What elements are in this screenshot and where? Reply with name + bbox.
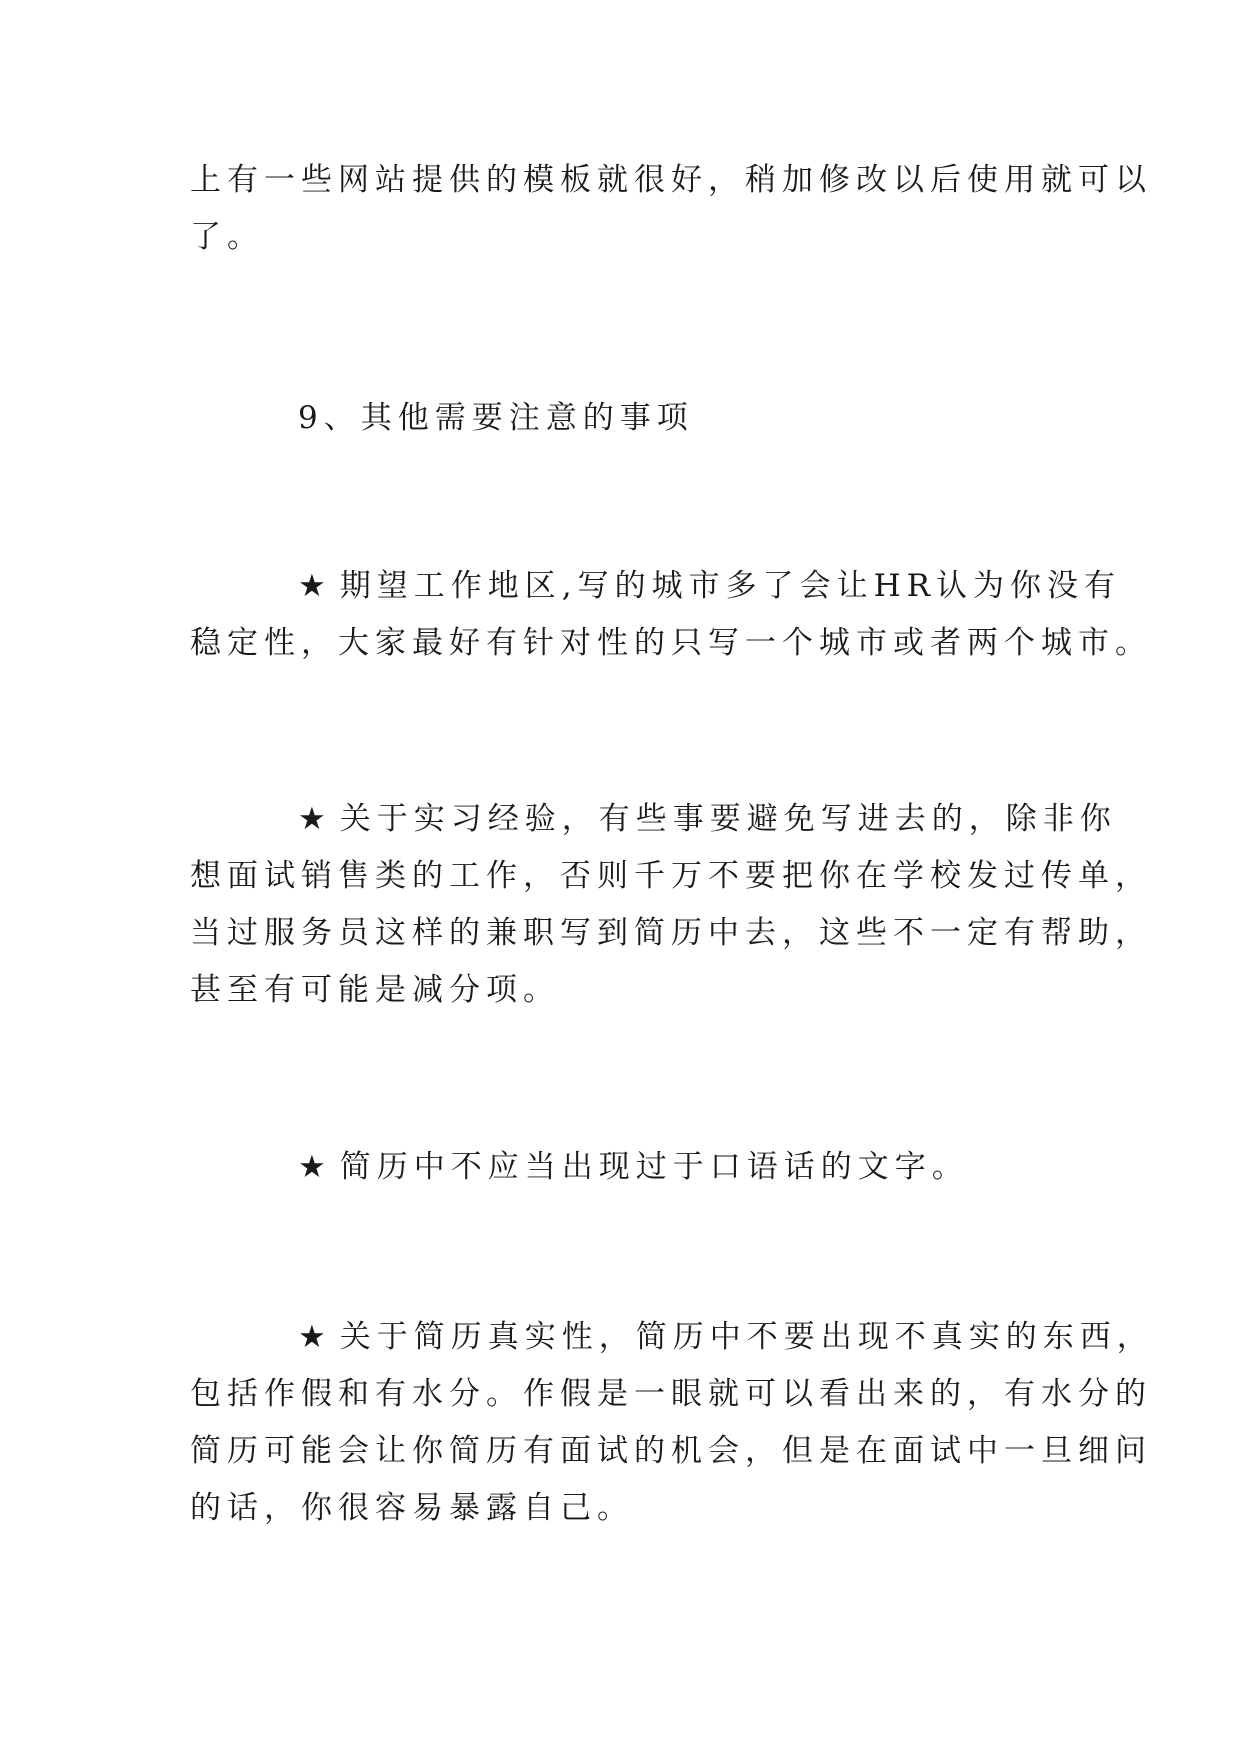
list-item-line (298, 1147, 969, 1187)
star-bullet-icon: ★ (298, 801, 326, 837)
star-bullet-icon: ★ (298, 1149, 326, 1185)
list-item-line: 简历可能会让你简历有面试的机会，但是在面试中一旦细问 (190, 1433, 1152, 1469)
section-heading: 9、其他需要注意的事项 (298, 400, 694, 436)
star-bullet-icon: ★ (298, 1319, 326, 1355)
list-item-line: 的话，你很容易暴露自己。 (190, 1490, 634, 1526)
list-item-line (298, 1317, 1154, 1357)
paragraph-line: 上有一些网站提供的模板就很好，稍加修改以后使用就可以 (190, 162, 1152, 198)
star-bullet-icon: ★ (298, 568, 326, 604)
list-item-line: 想面试销售类的工作，否则千万不要把你在学校发过传单， (190, 858, 1152, 894)
list-item-line (298, 566, 1121, 606)
list-item-line: 当过服务员这样的兼职写到简历中去，这些不一定有帮助， (190, 915, 1152, 951)
list-item-line (298, 799, 1117, 839)
list-item-text: 关于简历真实性，简历中不要出现不真实的东西， (339, 1319, 1154, 1355)
paragraph-line: 了。 (190, 219, 264, 255)
list-item-text: 简历中不应当出现过于口语话的文字。 (339, 1149, 969, 1185)
list-item-line: 甚至有可能是减分项。 (190, 972, 560, 1008)
list-item-text: 关于实习经验，有些事要避免写进去的，除非你 (339, 801, 1117, 837)
list-item-line: 包括作假和有水分。作假是一眼就可以看出来的，有水分的 (190, 1376, 1152, 1412)
list-item-line: 稳定性，大家最好有针对性的只写一个城市或者两个城市。 (190, 625, 1152, 661)
list-item-text: 期望工作地区,写的城市多了会让HR认为你没有 (339, 568, 1122, 604)
